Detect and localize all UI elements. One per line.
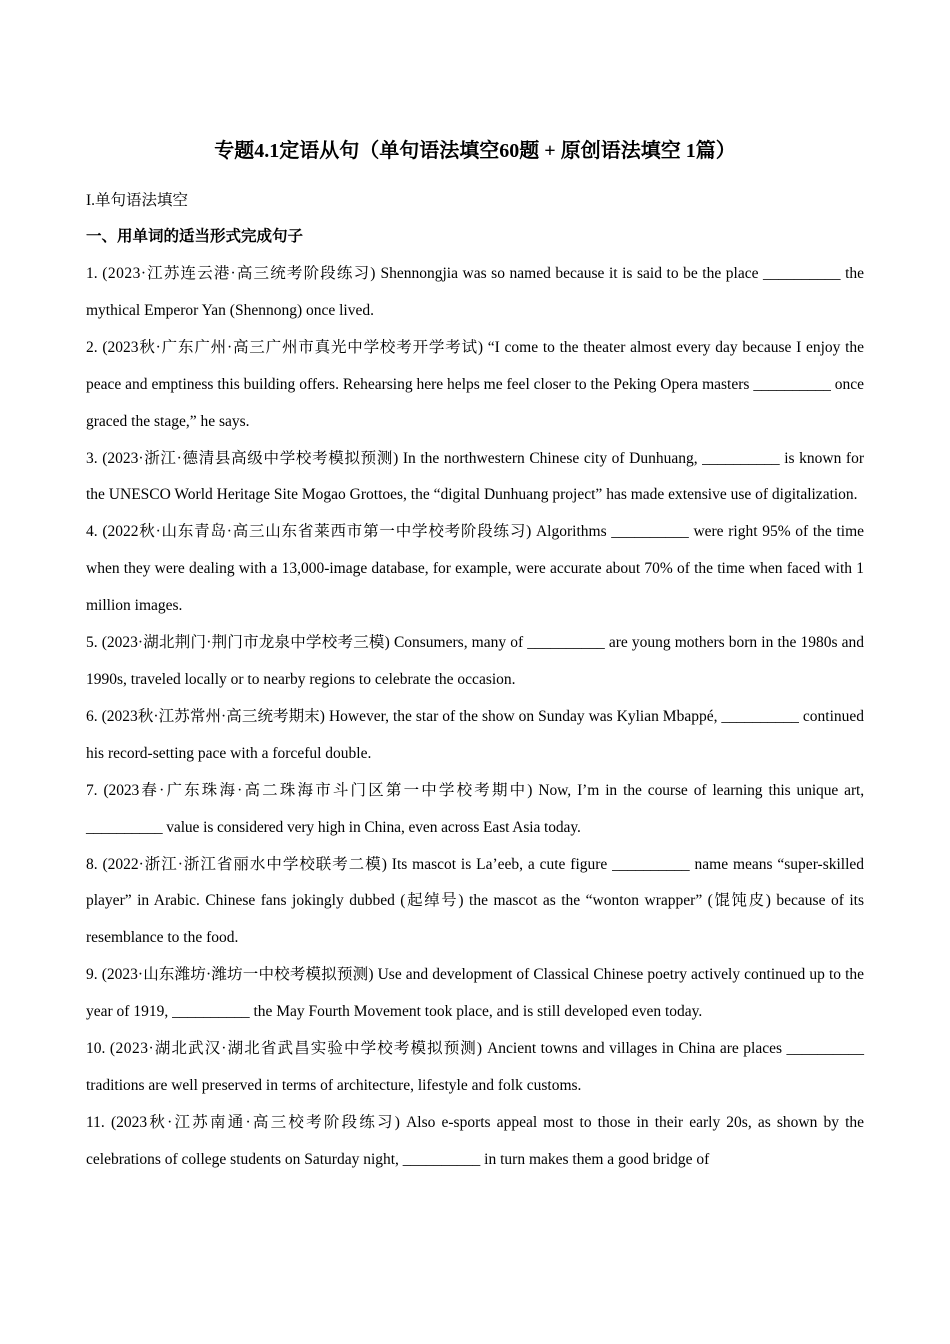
section-heading: I.单句语法填空 <box>86 192 189 209</box>
question-source: (2022·浙江·浙江省丽水中学校联考二模) <box>102 855 387 873</box>
question-source: (2023·浙江·德清县高级中学校考模拟预测) <box>102 449 399 467</box>
question-item <box>86 1031 864 1105</box>
question-text: Use and development of Classical Chinese poetry actively continued up to the year of 1919, __________ the May Fourth Movement took place, and is still developed even today. <box>86 966 865 1021</box>
question-text: Now, I’m in the course of learning this unique art, __________ value is considered very high in China, even across East Asia today. <box>86 781 865 836</box>
question-number: 4. <box>86 523 98 541</box>
question-source: (2023秋·江苏南通·高三校考阶段练习) <box>110 1113 400 1131</box>
question-number: 9. <box>86 966 98 984</box>
question-source: (2023秋·广东广州·高三广州市真光中学校考开学考试) <box>102 338 484 356</box>
question-number: 7. <box>86 781 98 799</box>
question-item <box>86 441 864 515</box>
question-number: 8. <box>86 855 98 873</box>
question-source: (2023·山东潍坊·潍坊一中校考模拟预测) <box>101 966 374 984</box>
question-text: “I come to the theater almost every day because I enjoy the peace and emptiness this building offers. Rehearsing here helps me feel closer to the Peking Opera masters __________ once graced the stage,” he says. <box>86 338 865 430</box>
question-item <box>86 847 864 958</box>
question-number: 3. <box>86 449 98 467</box>
question-source: (2022秋·山东青岛·高三山东省莱西市第一中学校考阶段练习) <box>102 523 532 541</box>
question-number: 5. <box>86 634 98 652</box>
question-source: (2023·江苏连云港·高三统考阶段练习) <box>102 265 376 282</box>
question-item <box>86 330 864 441</box>
question-item <box>86 773 864 847</box>
subsection-heading: 一、用单词的适当形式完成句子 <box>86 228 304 245</box>
question-text: Shennongjia was so named because it is said to be the place __________ the mythical Emperor Yan (Shennong) once lived. <box>86 265 865 319</box>
question-list <box>86 256 864 1179</box>
question-text: Its mascot is La’eeb, a cute figure __________ name means “super-skilled player” in Arabic. Chinese fans jokingly dubbed (起绰号) the mascot as the “wonton wrapper” (馄饨皮) because of its resemblance to the food. <box>86 855 865 947</box>
document-title: 专题4.1定语从句（单句语法填空60题 + 原创语法填空 1篇） <box>214 140 736 162</box>
question-text: Algorithms __________ were right 95% of the time when they were dealing with a 13,000-image database, for example, were accurate about 70% of the time when faced with 1 million images. <box>86 523 865 615</box>
question-text: Ancient towns and villages in China are places __________ traditions are well preserved in terms of architecture, lifestyle and folk customs. <box>86 1040 865 1094</box>
question-item <box>86 256 864 330</box>
question-number: 6. <box>86 707 98 725</box>
question-text: However, the star of the show on Sunday was Kylian Mbappé, __________ continued his record-setting pace with a forceful double. <box>86 707 865 762</box>
question-text: In the northwestern Chinese city of Dunhuang, __________ is known for the UNESCO World Heritage Site Mogao Grottoes, the “digital Dunhuang project” has made extensive use of digitalization. <box>86 449 864 504</box>
question-source: (2023·湖北武汉·湖北省武昌实验中学校考模拟预测) <box>109 1040 483 1058</box>
question-source: (2023秋·江苏常州·高三统考期末) <box>101 707 325 725</box>
question-item <box>86 1105 864 1179</box>
question-item <box>86 514 864 625</box>
question-source: (2023春·广东珠海·高二珠海市斗门区第一中学校考期中) <box>103 781 533 799</box>
question-item <box>86 699 864 773</box>
question-text: Consumers, many of __________ are young mothers born in the 1980s and 1990s, traveled locally or to nearby regions to celebrate the occasion. <box>86 634 865 688</box>
question-number: 1. <box>86 265 98 282</box>
question-number: 11. <box>86 1113 105 1131</box>
question-source: (2023·湖北荆门·荆门市龙泉中学校考三模) <box>101 634 390 652</box>
question-text: Also e-sports appeal most to those in their early 20s, as shown by the celebrations of college students on Saturday night, __________ in turn makes them a good bridge of <box>86 1113 865 1168</box>
question-number: 2. <box>86 338 98 356</box>
question-item <box>86 957 864 1031</box>
question-number: 10. <box>86 1040 106 1058</box>
question-item <box>86 625 864 699</box>
